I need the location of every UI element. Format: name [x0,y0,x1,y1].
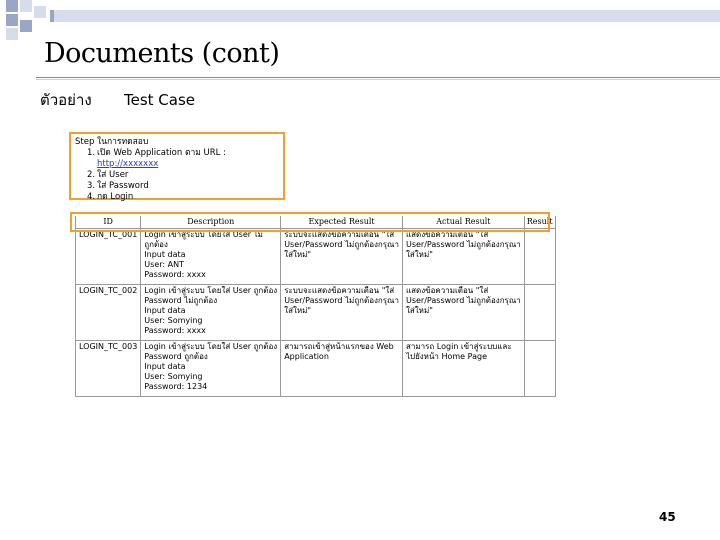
column-header-id: ID [76,216,141,229]
steps-heading: Step ในการทดสอบ [75,137,149,147]
cell-id: LOGIN_TC_003 [76,341,141,397]
cell-id: LOGIN_TC_002 [76,285,141,341]
decor-square [6,0,18,12]
cell-expected [281,229,403,285]
cell-description-line: Input data [144,306,186,315]
decor-top-bar-accent [50,10,54,22]
cell-description-line: Password ไม่ถูกต้อง [144,296,218,305]
cell-expected [281,285,403,341]
slide-subtitle [40,88,195,112]
cell-expected-line: User/Password ไม่ถูกต้องกรุณา [284,240,399,249]
cell-actual-line: แสดงข้อความเตือน "ใส่ [405,286,489,295]
cell-description-line: User: ANT [144,260,184,269]
cell-description-line: Login เข้าสู่ระบบ โดยใส่ User ถูกต้อง [144,286,278,295]
cell-expected-line: User/Password ไม่ถูกต้องกรุณา [284,296,399,305]
cell-actual-line: User/Password ไม่ถูกต้องกรุณา [405,296,521,305]
page-number: 45 [659,510,676,524]
cell-description-line: User: Somying [144,316,203,325]
cell-result [524,229,555,285]
cell-actual-line: ใส่ใหม่" [405,306,433,315]
cell-actual [402,229,524,285]
step-item: 2. ใส่ User [87,170,129,180]
cell-actual-line: ไปยังหน้า Home Page [405,352,487,361]
table-row [76,285,556,341]
cell-expected-line: สามารถเข้าสู่หน้าแรกของ Web [284,342,394,351]
column-header-result: Result [524,216,555,229]
cell-actual [402,285,524,341]
url-link[interactable]: http://xxxxxxx [97,159,159,169]
cell-description-line: User: Somying [144,372,203,381]
decor-square [20,20,32,32]
cell-expected [281,341,403,397]
cell-actual-line: ใส่ใหม่" [405,250,433,259]
cell-expected-line: ใส่ใหม่" [284,306,312,315]
cell-description-line: Password: xxxx [144,270,206,279]
cell-description [141,341,281,397]
cell-description [141,229,281,285]
cell-result [524,341,555,397]
cell-actual-line: สามารถ Login เข้าสู่ระบบและ [405,342,512,351]
cell-actual [402,341,524,397]
subtitle-label: ตัวอย่าง [40,91,92,109]
test-steps-box [69,132,285,200]
cell-description-line: Input data [144,362,186,371]
cell-expected-line: ระบบจะแสดงข้อความเตือน "ใส่ [284,230,395,239]
table-row [76,341,556,397]
cell-description-line: Input data [144,250,186,259]
column-header-expected: Expected Result [281,216,403,229]
cell-description-line: Password: xxxx [144,326,206,335]
table-header-row [76,216,556,229]
step-item: 4. กด Login [87,192,134,202]
cell-actual-line: User/Password ไม่ถูกต้องกรุณา [405,240,521,249]
cell-description-line: ถูกต้อง [144,240,168,249]
cell-description-line: Login เข้าสู่ระบบ โดยใส่ User ไม่ [144,230,263,239]
decor-square [34,6,46,18]
column-header-actual: Actual Result [402,216,524,229]
table-row [76,229,556,285]
step-item: 3. ใส่ Password [87,181,149,191]
title-divider-shadow [36,79,720,80]
step-item: 1. เปิด Web Application ตาม URL : http://xxxxxxx [87,148,226,169]
cell-expected-line: ระบบจะแสดงข้อความเตือน "ใส่ [284,286,395,295]
cell-result [524,285,555,341]
cell-id: LOGIN_TC_001 [76,229,141,285]
decor-square [6,28,18,40]
test-case-table [75,216,556,397]
cell-actual-line: แสดงข้อความเตือน "ใส่ [405,230,489,239]
title-divider [36,77,720,78]
cell-expected-line: ใส่ใหม่" [284,250,312,259]
cell-description [141,285,281,341]
cell-description-line: Login เข้าสู่ระบบ โดยใส่ User ถูกต้อง [144,342,278,351]
slide-title: Documents (cont) [44,38,280,69]
subtitle-text: Test Case [124,91,196,109]
decor-top-bar [50,10,720,22]
cell-description-line: Password ถูกต้อง [144,352,208,361]
cell-description-line: Password: 1234 [144,382,208,391]
decor-square [6,14,18,26]
cell-expected-line: Application [284,352,329,361]
column-header-description: Description [141,216,281,229]
decor-square [20,0,32,12]
